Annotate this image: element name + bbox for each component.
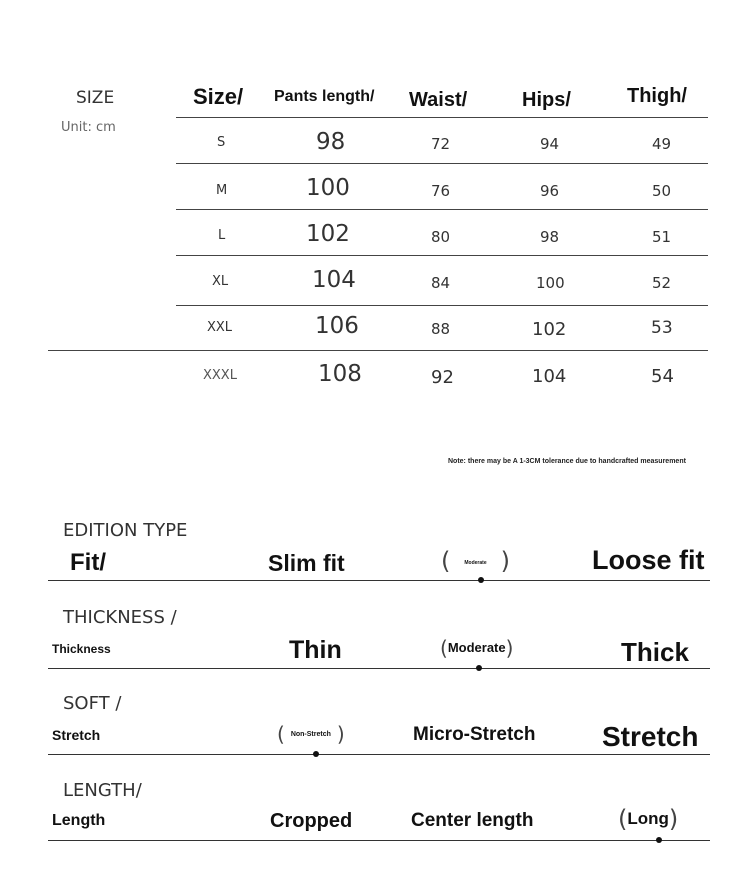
attribute-scale-line: [48, 754, 710, 755]
unit-label: Unit: cm: [61, 120, 116, 135]
attribute-title: SOFT /: [63, 693, 122, 714]
thigh-cell: 50: [652, 182, 672, 200]
size-cell: XXXL: [203, 368, 237, 383]
attribute-title: THICKNESS /: [63, 607, 177, 628]
length-cell: 106: [315, 313, 359, 339]
option-center-length: Center length: [411, 810, 534, 831]
table-rule: [176, 209, 708, 210]
thigh-cell: 49: [652, 135, 672, 153]
header-thigh: Thigh/: [627, 85, 687, 107]
selected-option: (Moderate): [440, 636, 514, 660]
thigh-cell: 53: [651, 318, 673, 338]
selected-option: ( $^{Non-Stretch}$ ): [277, 722, 345, 746]
waist-cell: 80: [431, 228, 451, 246]
waist-cell: 72: [431, 135, 451, 153]
table-rule: [176, 305, 708, 306]
tolerance-note: Note: there may be A 1-3CM tolerance due to handcrafted measurement: [448, 458, 686, 465]
attribute-subtitle: Stretch: [52, 727, 101, 743]
size-cell: M: [216, 183, 228, 198]
thigh-cell: 51: [652, 228, 672, 246]
size-cell: L: [218, 228, 226, 243]
option-thin: Thin: [289, 636, 342, 664]
hips-cell: 96: [540, 182, 560, 200]
header-pants-length: Pants length/: [274, 88, 375, 105]
option-micro-stretch: Micro-Stretch: [413, 724, 536, 745]
selection-dot: [478, 577, 484, 583]
option-thick: Thick: [621, 637, 689, 667]
size-label: SIZE: [76, 88, 115, 108]
length-cell: 100: [306, 175, 350, 201]
option-cropped: Cropped: [270, 810, 353, 832]
hips-cell: 94: [540, 135, 560, 153]
hips-cell: 100: [536, 274, 565, 292]
length-cell: 102: [306, 221, 350, 247]
waist-cell: 88: [431, 320, 451, 338]
selection-dot: [476, 665, 482, 671]
thigh-cell: 54: [651, 366, 674, 387]
length-cell: 98: [316, 129, 346, 155]
table-rule: [176, 163, 708, 164]
table-rule: [48, 350, 708, 351]
header-hips: Hips/: [522, 89, 571, 111]
attribute-subtitle: Thickness: [52, 642, 111, 656]
waist-cell: 76: [431, 182, 451, 200]
waist-cell: 84: [431, 274, 451, 292]
length-cell: 104: [312, 267, 356, 293]
size-cell: XXL: [207, 320, 233, 335]
attribute-title: LENGTH/: [63, 780, 142, 801]
waist-cell: 92: [431, 367, 454, 388]
selection-dot: [313, 751, 319, 757]
hips-cell: 98: [540, 228, 560, 246]
option-slim-fit: Slim fit: [268, 550, 345, 576]
size-cell: S: [217, 135, 226, 150]
attribute-scale-line: [48, 668, 710, 669]
selected-option: (Long): [618, 805, 679, 833]
attribute-scale-line: [48, 580, 710, 581]
attribute-title: EDITION TYPE: [63, 520, 188, 541]
thigh-cell: 52: [652, 274, 672, 292]
header-size: Size/: [193, 84, 244, 109]
table-rule: [176, 117, 708, 118]
size-cell: XL: [212, 274, 229, 289]
length-cell: 108: [318, 361, 362, 387]
selected-option: ( Moderate ): [441, 547, 510, 575]
option-loose-fit: Loose fit: [592, 545, 705, 575]
attribute-subtitle: Fit/: [70, 549, 106, 576]
hips-cell: 102: [532, 319, 567, 340]
attribute-subtitle: Length: [52, 812, 106, 829]
header-waist: Waist/: [409, 89, 468, 111]
attribute-scale-line: [48, 840, 710, 841]
selection-dot: [656, 837, 662, 843]
hips-cell: 104: [532, 366, 567, 387]
option-stretch: Stretch: [602, 721, 699, 752]
table-rule: [176, 255, 708, 256]
